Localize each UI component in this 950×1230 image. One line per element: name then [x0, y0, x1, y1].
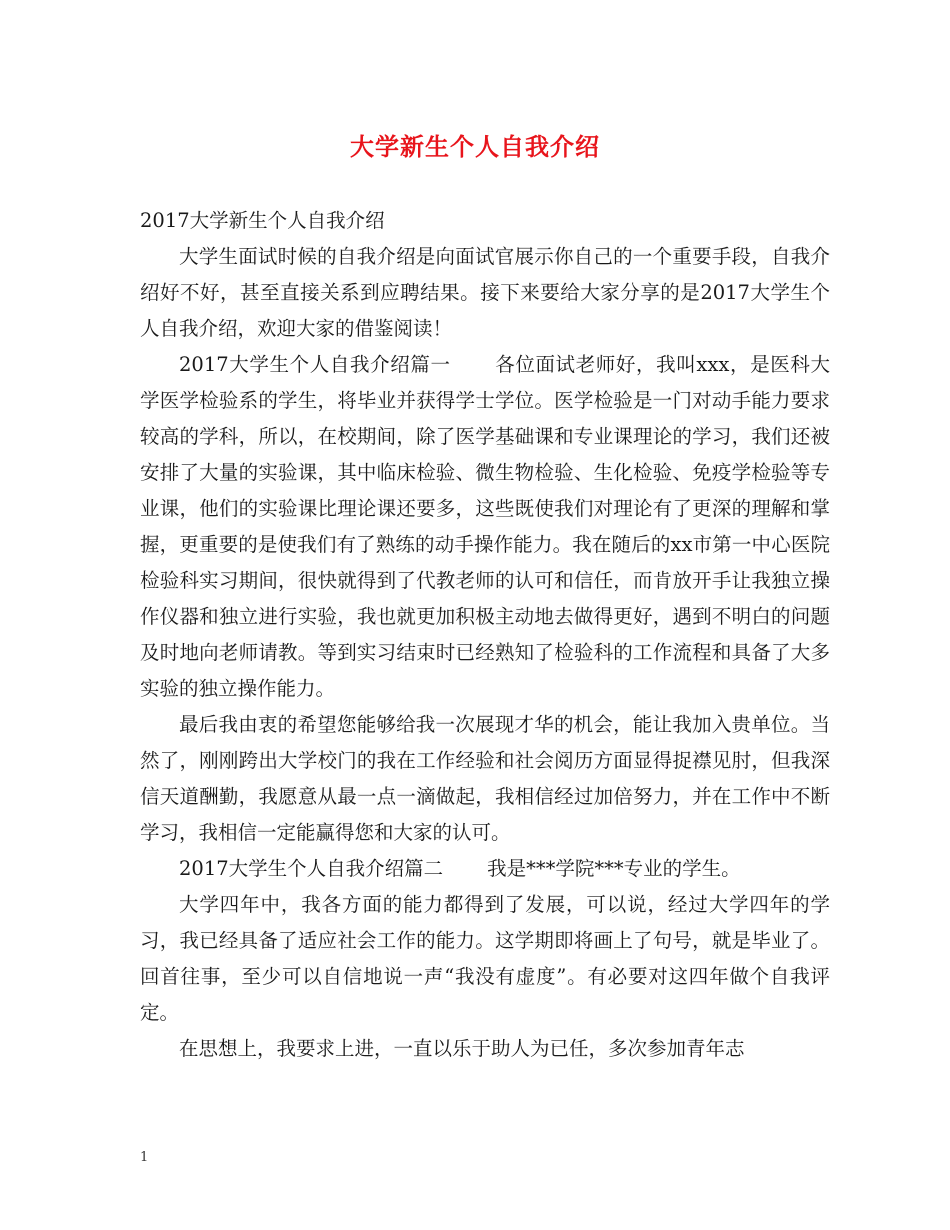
- document-body: [140, 203, 830, 1067]
- paragraph-text: 在思想上，我要求上进，一直以乐于助人为已任，多次参加青年志: [179, 1037, 745, 1060]
- paragraph-text: 大学生面试时候的自我介绍是向面试官展示你自己的一个重要手段，自我介绍好不好，甚至直接关系到应聘结果。接下来要给大家分享的是2017大学生个人自我介绍，欢迎大家的借鉴阅读！: [140, 245, 830, 340]
- paragraph-text: 各位面试老师好，我叫xxx，是医科大学医学检验系的学生，将毕业并获得学士学位。医学检验是一门对动手能力要求较高的学科，所以，在校期间，除了医学基础课和专业课理论的学习，我们还被安排了大量的实验课，其中临床检验、微生物检验、生化检验、免疫学检验等专业课，他们的实验课比理论课还要多，这些既使我们对理论有了更深的理解和掌握，更重要的是使我们有了熟练的动手操作能力。我在随后的xx市第一中心医院检验科实习期间，很快就得到了代教老师的认可和信任，而肯放开手让我独立操作仪器和独立进行实验，我也就更加积极主动地去做得更好，遇到不明白的问题及时地向老师请教。等到实习结束时已经熟知了检验科的工作流程和具备了大多实验的独立操作能力。: [140, 353, 830, 700]
- paragraph-text: 我是***学院***专业的学生。: [487, 857, 741, 880]
- document-title: 大学新生个人自我介绍: [350, 132, 600, 161]
- paragraph-closing: [140, 707, 830, 851]
- paragraph-four-years: [140, 887, 830, 1031]
- page-number: 1: [140, 1150, 149, 1165]
- paragraph-part-two: [140, 851, 830, 887]
- paragraph-intro: [140, 239, 830, 347]
- paragraph-text: 大学四年中，我各方面的能力都得到了发展，可以说，经过大学四年的学习，我已经具备了适应社会工作的能力。这学期即将画上了句号，就是毕业了。回首往事，至少可以自信地说一声“我没有虚度”。有必要对这四年做个自我评定。: [140, 893, 830, 1024]
- section-heading: 2017大学生个人自我介绍篇一: [179, 353, 451, 376]
- document-subtitle: 2017大学新生个人自我介绍: [140, 209, 385, 232]
- paragraph-text: 最后我由衷的希望您能够给我一次展现才华的机会，能让我加入贵单位。当然了，刚刚跨出大学校门的我在工作经验和社会阅历方面显得捉襟见肘，但我深信天道酬勤，我愿意从最一点一滴做起，我相信经过加倍努力，并在工作中不断学习，我相信一定能赢得您和大家的认可。: [140, 713, 830, 844]
- section-heading: 2017大学生个人自我介绍篇二: [179, 857, 444, 880]
- paragraph-part-one: [140, 347, 830, 707]
- paragraph-thoughts: [140, 1031, 830, 1067]
